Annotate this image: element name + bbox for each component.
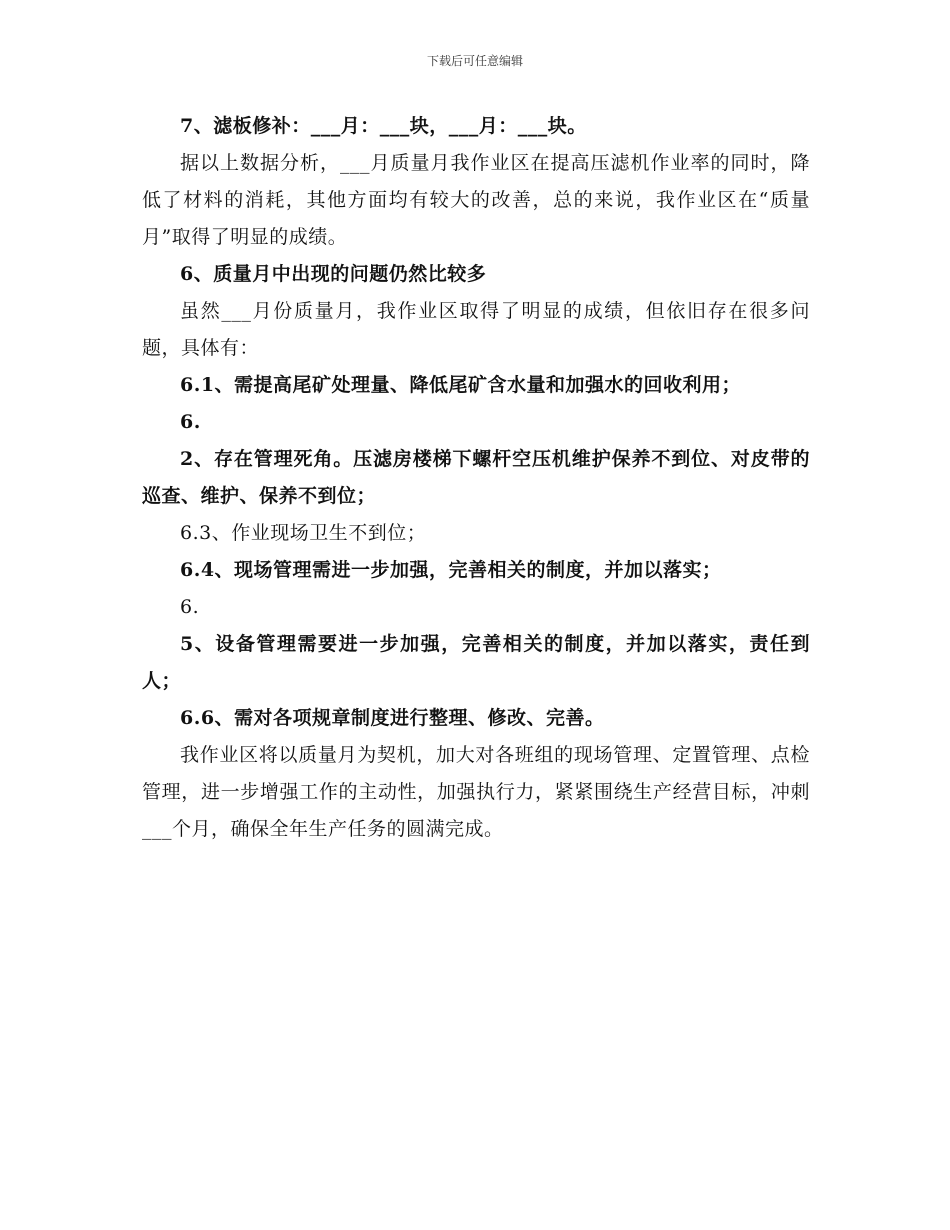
item-6-4: 6.4、现场管理需进一步加强，完善相关的制度，并加以落实； <box>180 559 722 581</box>
paragraph-conclusion: 我作业区将以质量月为契机，加大对各班组的现场管理、定置管理、点检管理，进一步增强工作的主动性，加强执行力，紧紧围绕生产经营目标，冲刺___个月，确保全年生产任务的圆满完成。 <box>142 744 810 840</box>
section-heading-problems: 6、质量月中出现的问题仍然比较多 <box>180 263 487 285</box>
document-body <box>142 108 810 848</box>
item-6-5-prefix: 6. <box>180 596 200 618</box>
item-6-2-prefix: 6. <box>180 411 201 433</box>
page-header: 下载后可任意编辑 <box>426 54 523 68</box>
item-6-5-body: 5、设备管理需要进一步加强，完善相关的制度，并加以落实，责任到人； <box>142 633 810 692</box>
item-6-3: 6.3、作业现场卫生不到位； <box>180 522 427 544</box>
item-filter-plate-repair: 7、滤板修补：___月：___块，___月：___块。 <box>180 115 587 137</box>
item-6-6: 6.6、需对各项规章制度进行整理、修改、完善。 <box>180 707 605 729</box>
item-6-1: 6.1、需提高尾矿处理量、降低尾矿含水量和加强水的回收利用； <box>180 374 742 396</box>
paragraph-problems-intro: 虽然___月份质量月，我作业区取得了明显的成绩，但依旧存在很多问题，具体有： <box>142 300 810 359</box>
item-6-2-body: 2、存在管理死角。压滤房楼梯下螺杆空压机维护保养不到位、对皮带的巡查、维护、保养不到位； <box>142 448 810 507</box>
paragraph-data-analysis: 据以上数据分析，___月质量月我作业区在提高压滤机作业率的同时，降低了材料的消耗，其他方面均有较大的改善，总的来说，我作业区在“质量月”取得了明显的成绩。 <box>142 152 810 248</box>
